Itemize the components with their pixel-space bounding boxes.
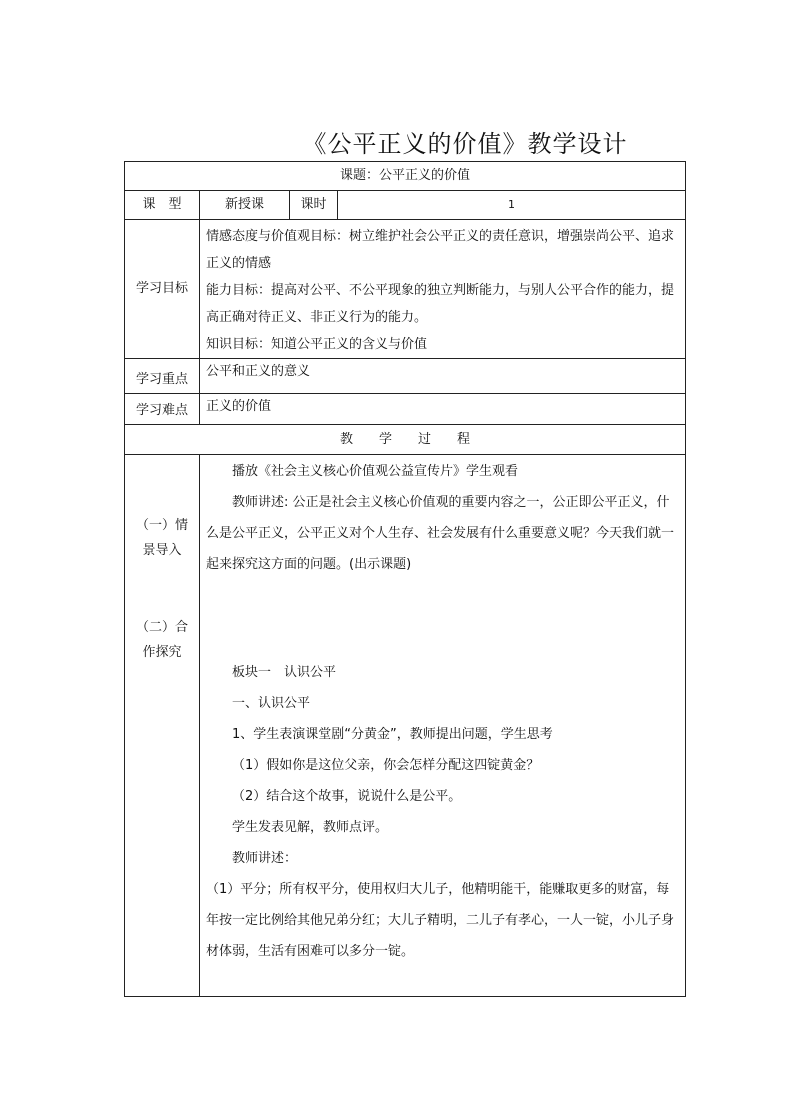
period-value: 1 [338, 191, 686, 220]
period-label: 课时 [290, 191, 338, 220]
section-title: 一、认识公平 [232, 696, 311, 711]
teacher-label: 教师讲述： [232, 851, 298, 866]
document-title: 《公平正义的价值》教学设计 [302, 130, 628, 158]
question-2: （2）结合这个故事，说说什么是公平。 [232, 789, 462, 804]
type-value: 新授课 [200, 191, 290, 220]
goal-knowledge: 知识目标：知道公平正义的含义与价值 [206, 337, 428, 352]
block-title: 板块一 认识公平 [232, 665, 337, 680]
goals-label: 学习目标 [125, 220, 200, 359]
process-content [200, 455, 686, 997]
goals-content [200, 220, 686, 359]
stage-2-label: （二）合作探究 [135, 620, 188, 660]
para-teacher-intro: 教师讲述: 公正是社会主义核心价值观的重要内容之一，公正即公平正义，什么是公平正义，公平正义对个人生存、社会发展有什么重要意义呢？今天我们就一起来探究这方面的问题。(出示课题) [206, 495, 675, 572]
key-point-label: 学习重点 [125, 359, 200, 394]
process-header: 教 学 过 程 [125, 425, 686, 455]
goal-ability: 能力目标：提高对公平、不公平现象的独立判断能力，与别人公平合作的能力，提高正确对待正义、非正义行为的能力。 [206, 283, 675, 325]
stage-1-label: （一）情景导入 [135, 518, 188, 558]
difficulty-label: 学习难点 [125, 394, 200, 425]
topic-row: 课题：公平正义的价值 [125, 162, 686, 191]
lesson-plan-table [124, 161, 686, 997]
item-1: 1、学生表演课堂剧“分黄金”，教师提出问题，学生思考 [232, 727, 553, 742]
type-label: 课 型 [125, 191, 200, 220]
answer-paragraph: （1）平分；所有权平分，使用权归大儿子，他精明能干，能赚取更多的财富，每年按一定比例给其他兄弟分红；大儿子精明，二儿子有孝心，一人一锭，小儿子身材体弱，生活有困难可以多分一锭。 [206, 882, 675, 959]
goal-emotion: 情感态度与价值观目标：树立维护社会公平正义的责任意识，增强崇尚公平、追求正义的情感 [206, 229, 675, 271]
question-1: （1）假如你是这位父亲，你会怎样分配这四锭黄金？ [232, 758, 540, 773]
para-video: 播放《社会主义核心价值观公益宣传片》学生观看 [232, 464, 519, 479]
process-stages [125, 455, 200, 997]
key-point-value: 公平和正义的意义 [200, 359, 686, 394]
comment: 学生发表见解，教师点评。 [232, 820, 389, 835]
difficulty-value: 正义的价值 [200, 394, 686, 425]
